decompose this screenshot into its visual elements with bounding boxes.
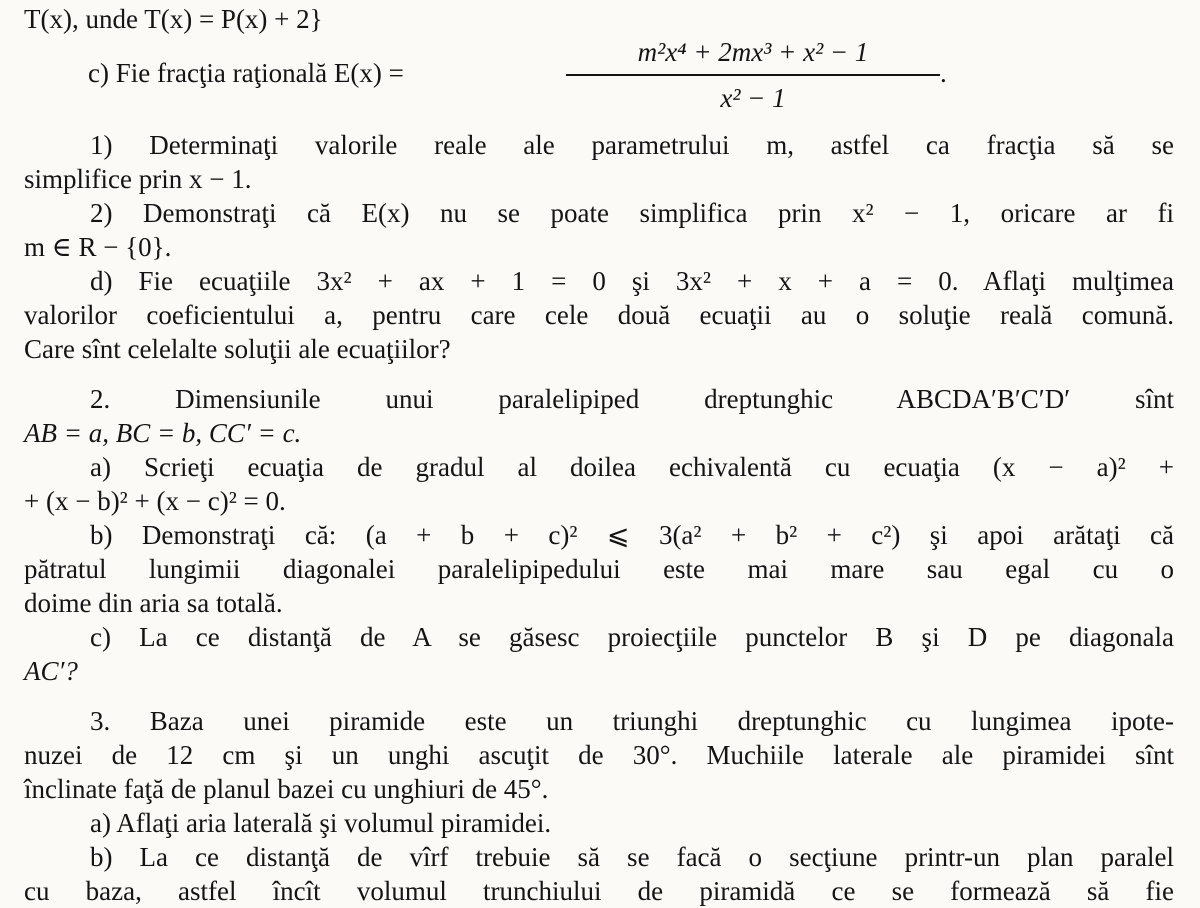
text-line-14: b) Demonstraţi că: (a + b + c)² ⩽ 3(a² + b² + c²) şi apoi arătaţi că (90, 520, 1174, 550)
text-line-04: simplifice prin x − 1. (24, 164, 252, 194)
text-line-19: 3. Baza unei piramide este un triunghi dreptunghic cu lungimea ipote- (90, 706, 1174, 736)
text-line-06: m ∈ R − {0}. (24, 232, 172, 262)
text-line-11: AB = a, BC = b, CC′ = c. (24, 418, 302, 448)
text-line-01: T(x), unde T(x) = P(x) + 2} (24, 4, 323, 34)
text-line-10: 2. Dimensiunile unui paralelipiped dreptunghic ABCDA′B′C′D′ sînt (90, 384, 1174, 414)
text-line-20: nuzei de 12 cm şi un unghi ascuţit de 30°. Muchiile laterale ale piramidei sînt (24, 740, 1174, 770)
text-line-05: 2) Demonstraţi că E(x) nu se poate simplifica prin x² − 1, oricare ar fi (90, 198, 1174, 228)
rational-fraction (566, 32, 940, 116)
fraction-numerator: m²x⁴ + 2mx³ + x² − 1 (637, 37, 869, 67)
text-line-23: b) La ce distanţă de vîrf trebuie să se facă o secţiune printr-un plan paralel (90, 842, 1174, 872)
text-line-15: pătratul lungimii diagonalei paralelipipedului este mai mare sau egal cu o (24, 554, 1174, 584)
text-line-24: cu baza, astfel încît volumul trunchiului de piramidă ce se formează să fie (24, 876, 1174, 906)
fraction-period: . (940, 58, 947, 88)
text-line-12: a) Scrieţi ecuaţia de gradul al doilea echivalentă cu ecuaţia (x − a)² + (90, 452, 1174, 482)
text-line-22: a) Aflaţi aria laterală şi volumul piramidei. (90, 808, 552, 838)
text-line-08: valorilor coeficientului a, pentru care cele două ecuaţii au o soluţie reală comună. (24, 300, 1174, 330)
fraction-denominator: x² − 1 (720, 83, 786, 113)
text-line-09: Care sînt celelalte soluţii ale ecuaţiilor? (24, 334, 451, 364)
text-line-16: doime din aria sa totală. (24, 588, 283, 618)
text-line-02: c) Fie fracţia raţională E(x) = (88, 58, 404, 88)
text-line-17: c) La ce distanţă de A se găsesc proiecţiile punctelor B şi D pe diagonala (90, 622, 1174, 652)
fraction-bar (566, 74, 940, 76)
text-line-13: + (x − b)² + (x − c)² = 0. (24, 486, 286, 516)
text-line-07: d) Fie ecuaţiile 3x² + ax + 1 = 0 şi 3x² + x + a = 0. Aflaţi mulţimea (90, 266, 1174, 296)
text-line-21: înclinate faţă de planul bazei cu unghiuri de 45°. (24, 774, 549, 804)
text-line-18: AC′? (24, 656, 78, 686)
text-line-03: 1) Determinaţi valorile reale ale parametrului m, astfel ca fracţia să se (90, 130, 1174, 160)
